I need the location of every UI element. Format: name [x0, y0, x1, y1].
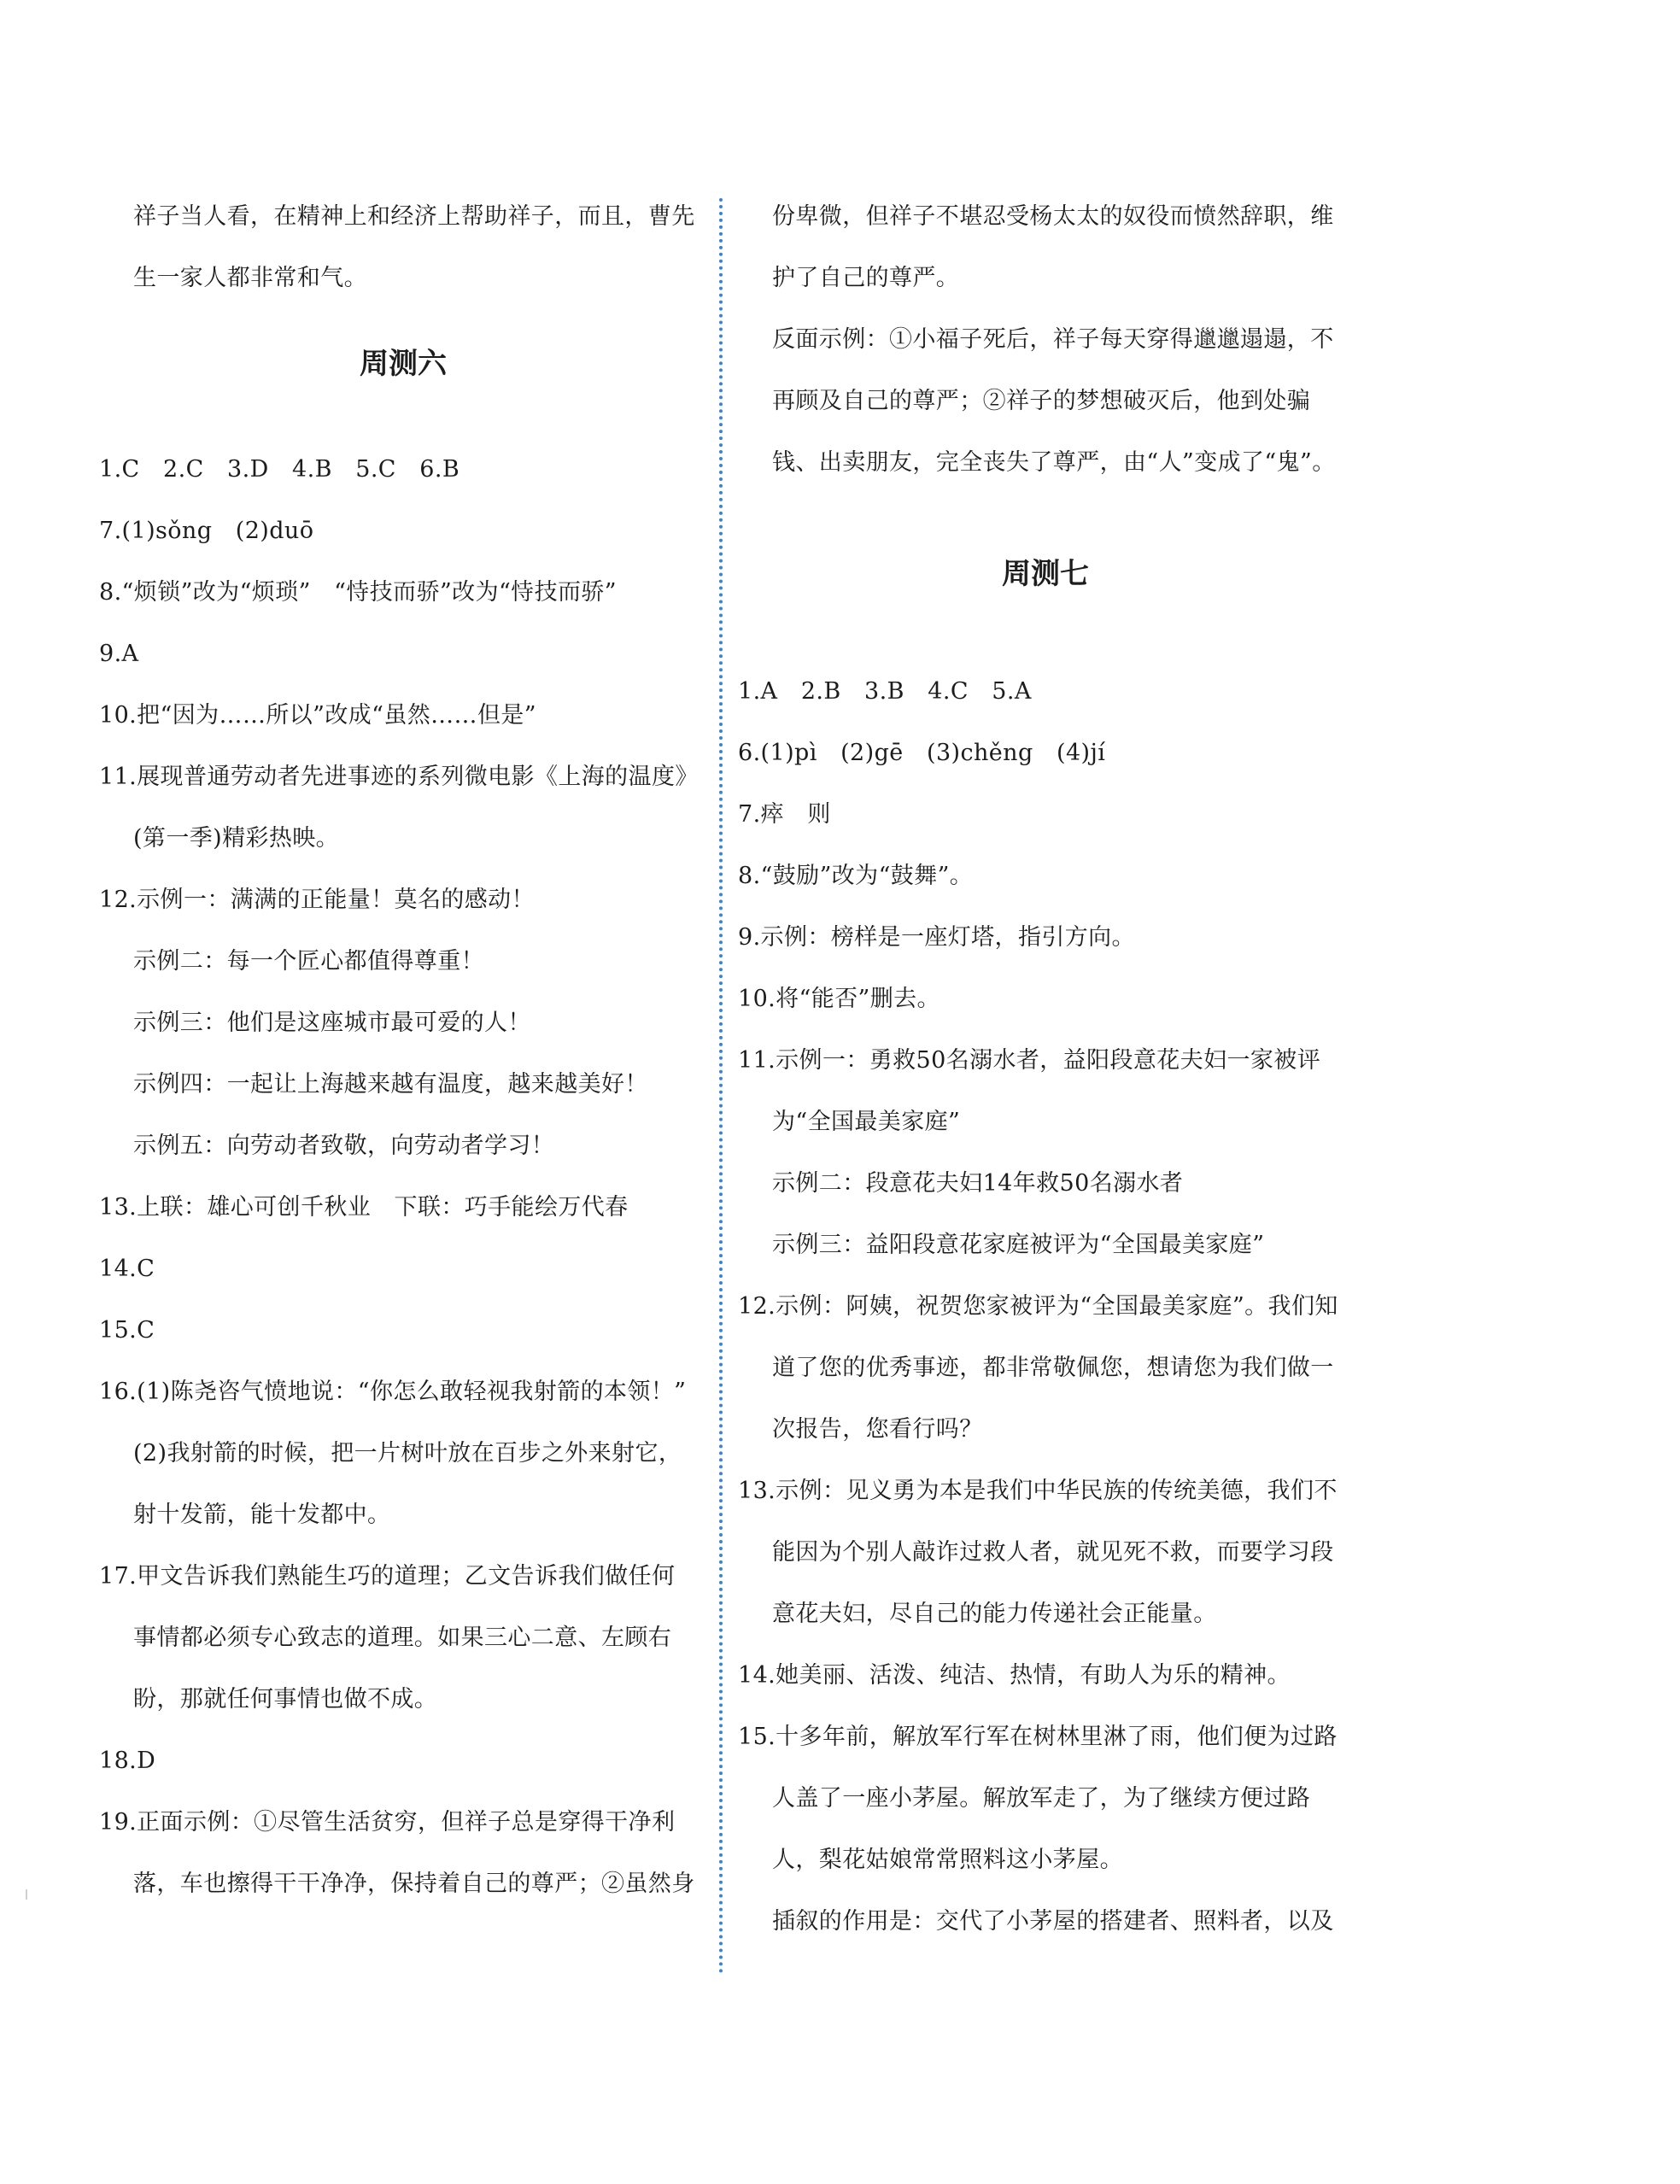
- left-column: [99, 186, 707, 1915]
- answer-line: 9.A: [99, 641, 139, 667]
- answer-line: (2)我射箭的时候，把一片树叶放在百步之外来射它，: [133, 1440, 682, 1467]
- text-line: 再顾及自己的尊严；②祥子的梦想破灭后，他到处骗: [772, 388, 1311, 414]
- answer-line: 示例三：益阳段意花家庭被评为“全国最美家庭”: [772, 1232, 1265, 1258]
- answer-line: 人，梨花姑娘常常照料这小茅屋。: [772, 1847, 1123, 1873]
- text-line: 反面示例：①小福子死后，祥子每天穿得邋邋遢遢，不: [772, 326, 1334, 353]
- answer-line: 6.(1)pì (2)gē (3)chěng (4)jí: [738, 740, 1106, 766]
- text-line: 护了自己的尊严。: [772, 265, 960, 291]
- answer-line: 示例二：段意花夫妇14年救50名溺水者: [772, 1170, 1184, 1197]
- text-line: 份卑微，但祥子不堪忍受杨太太的奴役而愤然辞职，维: [772, 203, 1334, 230]
- answer-line: 为“全国最美家庭”: [772, 1109, 961, 1135]
- answer-line: 1.C 2.C 3.D 4.B 5.C 6.B: [99, 456, 460, 483]
- answer-line: 7.瘁 则: [738, 801, 831, 828]
- answer-line: 11.示例一：勇救50名溺水者，益阳段意花夫妇一家被评: [738, 1047, 1321, 1074]
- answer-line: 示例五：向劳动者致敬，向劳动者学习！: [133, 1133, 555, 1159]
- right-column: [738, 186, 1353, 1953]
- text-line: 钱、出卖朋友，完全丧失了尊严，由“人”变成了“鬼”。: [772, 449, 1336, 476]
- answer-line: 8.“鼓励”改为“鼓舞”。: [738, 863, 974, 889]
- answer-line: 9.示例：榜样是一座灯塔，指引方向。: [738, 924, 1135, 951]
- section-heading-week-6: 周测六: [360, 347, 447, 381]
- answer-line: 10.将“能否”删去。: [738, 986, 940, 1012]
- answer-line: 人盖了一座小茅屋。解放军走了，为了继续方便过路: [772, 1785, 1311, 1812]
- answer-line: 18.D: [99, 1748, 156, 1774]
- answer-line: 次报告，您看行吗？: [772, 1416, 983, 1443]
- answer-line: 意花夫妇，尽自己的能力传递社会正能量。: [772, 1601, 1217, 1627]
- answer-line: (第一季)精彩热映。: [133, 825, 340, 852]
- answer-line: 14.C: [99, 1256, 155, 1282]
- answer-line: 插叙的作用是：交代了小茅屋的搭建者、照料者，以及: [772, 1908, 1334, 1935]
- text-line: 生一家人都非常和气。: [133, 265, 367, 291]
- answer-line: 17.甲文告诉我们熟能生巧的道理；乙文告诉我们做任何: [99, 1563, 676, 1590]
- answer-line: 15.十多年前，解放军行军在树林里淋了雨，他们便为过路: [738, 1724, 1338, 1750]
- answer-line: 示例二：每一个匠心都值得尊重！: [133, 948, 484, 975]
- answer-line: 落，车也擦得干干净净，保持着自己的尊严；②虽然身: [133, 1871, 695, 1897]
- answer-line: 7.(1)sǒng (2)duō: [99, 518, 314, 544]
- answer-line: 16.(1)陈尧咨气愤地说：“你怎么敢轻视我射箭的本领！”: [99, 1379, 687, 1405]
- answer-line: 12.示例：阿姨，祝贺您家被评为“全国最美家庭”。我们知: [738, 1293, 1338, 1320]
- answer-line: 11.展现普通劳动者先进事迹的系列微电影《上海的温度》: [99, 764, 699, 790]
- column-divider: [719, 198, 723, 1975]
- answer-line: 射十发箭，能十发都中。: [133, 1502, 391, 1528]
- answer-line: 14.她美丽、活泼、纯洁、热情，有助人为乐的精神。: [738, 1662, 1291, 1689]
- section-heading-week-7: 周测七: [1002, 557, 1089, 591]
- answer-line: 19.正面示例：①尽管生活贫穷，但祥子总是穿得干净利: [99, 1809, 676, 1836]
- answer-line: 13.示例：见义勇为本是我们中华民族的传统美德，我们不: [738, 1478, 1338, 1504]
- answer-line: 8.“烦锁”改为“烦琐” “恃技而骄”改为“恃技而骄”: [99, 579, 617, 606]
- answer-line: 1.A 2.B 3.B 4.C 5.A: [738, 678, 1032, 705]
- answer-line: 15.C: [99, 1317, 155, 1344]
- scan-edge-mark: [26, 1889, 27, 1900]
- answer-line: 10.把“因为……所以”改成“虽然……但是”: [99, 702, 536, 729]
- answer-line: 道了您的优秀事迹，都非常敬佩您，想请您为我们做一: [772, 1355, 1334, 1381]
- answer-line: 13.上联：雄心可创千秋业 下联：巧手能绘万代春: [99, 1194, 629, 1221]
- answer-line: 事情都必须专心致志的道理。如果三心二意、左顾右: [133, 1625, 672, 1651]
- answer-line: 示例四：一起让上海越来越有温度，越来越美好！: [133, 1071, 648, 1098]
- answer-line: 能因为个别人敲诈过救人者，就见死不救，而要学习段: [772, 1539, 1334, 1566]
- answer-line: 12.示例一：满满的正能量！莫名的感动！: [99, 887, 535, 913]
- answer-line: 盼，那就任何事情也做不成。: [133, 1686, 438, 1713]
- text-line: 祥子当人看，在精神上和经济上帮助祥子，而且，曹先: [133, 203, 695, 230]
- answer-line: 示例三：他们是这座城市最可爱的人！: [133, 1010, 531, 1036]
